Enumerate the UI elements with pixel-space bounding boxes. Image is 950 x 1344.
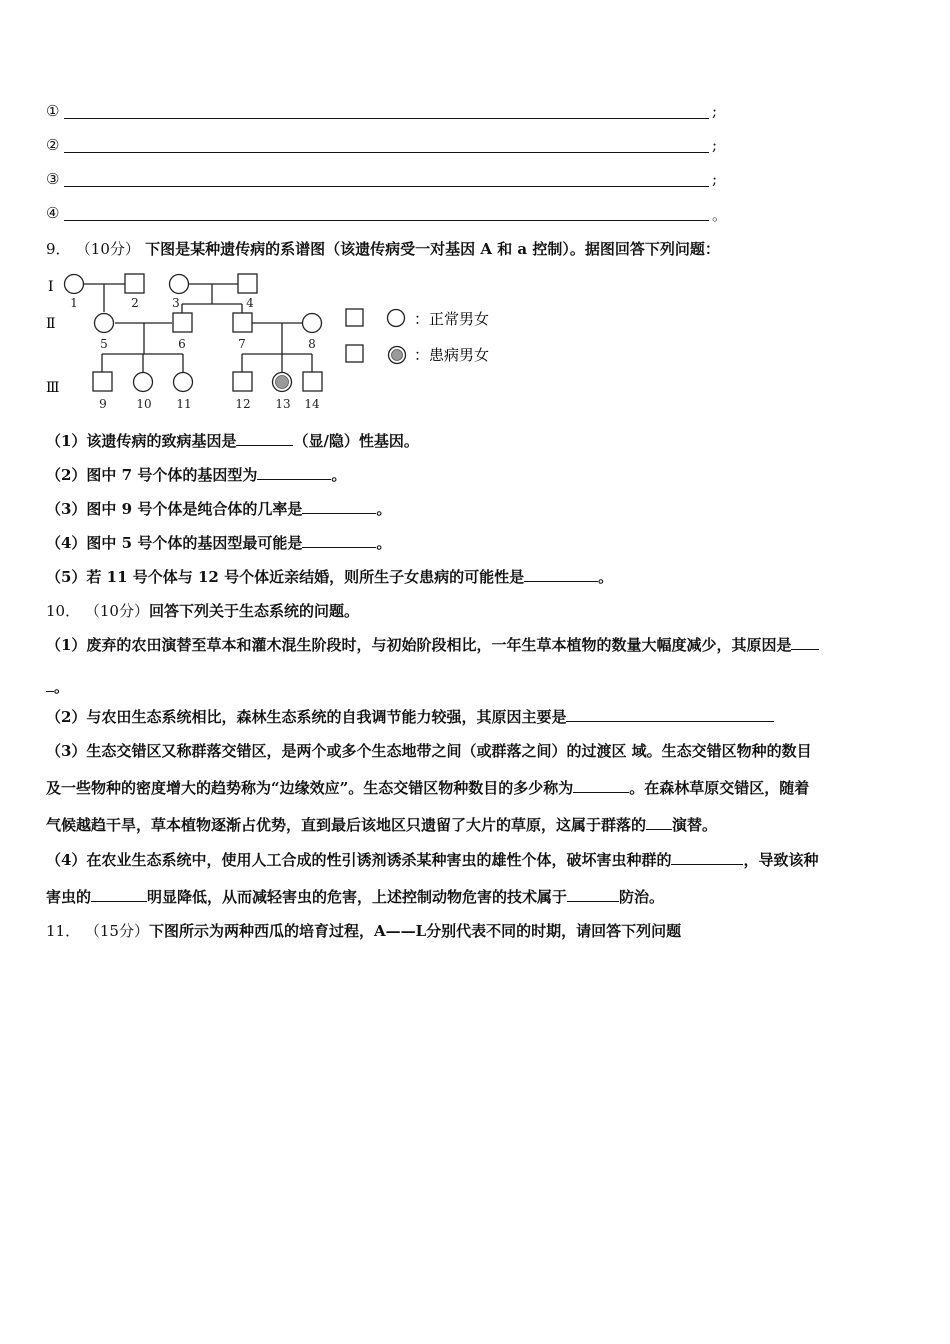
sub-question-text: 演替。 (672, 816, 718, 834)
answer-blank[interactable] (567, 886, 619, 902)
q9-sub-2 (46, 464, 346, 486)
question-9-header (46, 238, 720, 260)
question-score: （15分） (84, 922, 149, 940)
question-number: 9． (46, 240, 71, 258)
question-prompt: 分别代表不同的时期，请回答下列问题 (426, 922, 682, 940)
question-11-header (46, 920, 681, 942)
question-number: 11． (46, 922, 81, 940)
legend-normal-male-icon (346, 309, 363, 326)
question-prompt: 下图所示为两种西瓜的培育过程， (148, 922, 374, 940)
legend-label-affected: ：患病男女 (414, 346, 490, 364)
answer-blank[interactable] (64, 220, 709, 221)
sub-question-text: （2）与农田生态系统相比，森林生态系统的自我调节能力较强，其原因主要是 (46, 708, 567, 726)
individual-11-normal-female (174, 373, 193, 392)
q10-part-3-line-2 (46, 777, 809, 799)
individual-number: 9 (99, 397, 107, 411)
answer-line-end: ; (712, 136, 718, 154)
individual-1-normal-female (65, 275, 84, 294)
answer-line-end: 。 (712, 206, 728, 224)
question-score: （10分） (75, 240, 140, 258)
q10-part-1-line-2 (46, 676, 69, 698)
answer-blank[interactable] (64, 186, 709, 187)
sub-question-text: 害虫的 (46, 888, 92, 906)
sub-question-text: （1）废弃的农田演替至草本和灌木混生阶段时，与初始阶段相比，一年生草本植物的数量大幅度减少，其原因是 (46, 636, 792, 654)
question-prompt: 回答下列关于生态系统的问题。 (148, 602, 359, 620)
legend-affected-male-icon (346, 345, 363, 362)
sub-question-text: （4）图中 5 号个体的基因型最可能是 (46, 534, 303, 552)
answer-blank[interactable] (791, 634, 819, 650)
sub-question-text: 。 (376, 500, 392, 518)
sub-question-text: （显/隐）性基因。 (293, 432, 419, 450)
answer-line-marker: ① (46, 102, 60, 120)
individual-7-normal-male (233, 313, 252, 332)
sub-question-text: 防治。 (619, 888, 665, 906)
individual-12-normal-male (233, 372, 252, 391)
individual-number: 5 (100, 337, 108, 351)
sub-question-text: （5）若 11 号个体与 12 号个体近亲结婚，则所生子女患病的可能性是 (46, 568, 525, 586)
question-number: 10． (46, 602, 81, 620)
q10-part-1-line-1 (46, 634, 819, 656)
sub-question-text: 明显降低，从而减轻害虫的危害，上述控制动物危害的技术属于 (147, 888, 568, 906)
individual-9-normal-male (93, 372, 112, 391)
q9-sub-4 (46, 532, 391, 554)
individual-number: 11 (176, 397, 192, 411)
answer-line-2[interactable] (46, 136, 718, 158)
question-prompt: 下图是某种遗传病的系谱图（该遗传病受一对基因 A 和 a 控制）。据图回答下列问题： (145, 240, 720, 258)
individual-8-normal-female (303, 314, 322, 333)
answer-blank[interactable] (302, 498, 376, 514)
answer-line-4[interactable] (46, 204, 728, 226)
individual-4-normal-male (238, 274, 257, 293)
individual-14-normal-male (303, 372, 322, 391)
answer-line-1[interactable] (46, 102, 718, 124)
answer-blank[interactable] (302, 532, 376, 548)
q9-sub-3 (46, 498, 391, 520)
individual-number: 2 (131, 296, 139, 310)
question-prompt-period-range: A——L (373, 922, 427, 940)
q10-part-4-line-2 (46, 886, 664, 908)
answer-blank[interactable] (64, 118, 709, 119)
answer-line-marker: ④ (46, 204, 60, 222)
generation-label: Ⅱ (46, 316, 56, 332)
sub-question-text: 。 (54, 678, 70, 696)
answer-line-end: ; (712, 170, 718, 188)
answer-line-end: ; (712, 102, 718, 120)
legend-affected-female-shading (392, 350, 403, 361)
individual-10-normal-female (134, 373, 153, 392)
individual-number: 6 (178, 337, 186, 351)
answer-blank[interactable] (91, 886, 147, 902)
individual-13-affected-shading (276, 376, 289, 389)
answer-blank[interactable] (236, 430, 293, 446)
sub-question-text: 及一些物种的密度增大的趋势称为“边缘效应”。生态交错区物种数目的多少称为 (46, 779, 574, 797)
sub-question-text: 。 (331, 466, 347, 484)
answer-line-marker: ③ (46, 170, 60, 188)
individual-number: 14 (304, 397, 320, 411)
sub-question-text: 。在森林草原交错区，随着 (629, 779, 810, 797)
individual-number: 7 (238, 337, 246, 351)
sub-question-text: （3）生态交错区又称群落交错区，是两个或多个生态地带之间（或群落之间）的过渡区 域。生态交错区物种的数目 (46, 742, 812, 760)
answer-blank[interactable] (64, 152, 709, 153)
individual-3-normal-female (170, 275, 189, 294)
sub-question-text: ，导致该种 (743, 851, 819, 869)
sub-question-text: （3）图中 9 号个体是纯合体的几率是 (46, 500, 303, 518)
individual-number: 12 (235, 397, 251, 411)
answer-line-3[interactable] (46, 170, 718, 192)
legend-normal-female-icon (388, 310, 405, 327)
q9-sub-5 (46, 566, 613, 588)
answer-blank[interactable] (566, 706, 774, 722)
sub-question-text: 。 (598, 568, 614, 586)
question-score: （10分） (84, 602, 149, 620)
generation-label: Ⅰ (48, 279, 54, 295)
sub-question-text: （1）该遗传病的致病基因是 (46, 432, 237, 450)
individual-2-normal-male (125, 274, 144, 293)
individual-number: 1 (70, 296, 78, 310)
individual-number: 3 (172, 296, 180, 310)
individual-5-normal-female (95, 314, 114, 333)
sub-question-text: 气候越趋干旱，草本植物逐渐占优势，直到最后该地区只遗留了大片的草原，这属于群落的 (46, 816, 647, 834)
individual-number: 13 (275, 397, 291, 411)
q10-part-3-line-1 (46, 740, 812, 762)
q10-part-2 (46, 706, 774, 728)
answer-blank[interactable] (257, 464, 331, 480)
question-10-header (46, 600, 359, 622)
answer-line-marker: ② (46, 136, 60, 154)
individual-number: 4 (246, 296, 254, 310)
sub-question-text: （2）图中 7 号个体的基因型为 (46, 466, 258, 484)
sub-question-text: （4）在农业生态系统中，使用人工合成的性引诱剂诱杀某种害虫的雄性个体，破坏害虫种群的 (46, 851, 672, 869)
pedigree-diagram (40, 266, 520, 418)
answer-blank[interactable] (46, 676, 54, 692)
q10-part-3-line-3 (46, 814, 717, 836)
q9-sub-1 (46, 430, 419, 452)
answer-blank[interactable] (524, 566, 598, 582)
sub-question-text: 。 (376, 534, 392, 552)
answer-blank[interactable] (646, 814, 672, 830)
individual-number: 10 (136, 397, 152, 411)
q10-part-4-line-1 (46, 849, 818, 871)
answer-blank[interactable] (671, 849, 743, 865)
legend-label-normal: ：正常男女 (414, 310, 490, 328)
individual-number: 8 (308, 337, 316, 351)
individual-6-normal-male (173, 313, 192, 332)
answer-blank[interactable] (573, 777, 629, 793)
generation-label: Ⅲ (46, 380, 60, 396)
